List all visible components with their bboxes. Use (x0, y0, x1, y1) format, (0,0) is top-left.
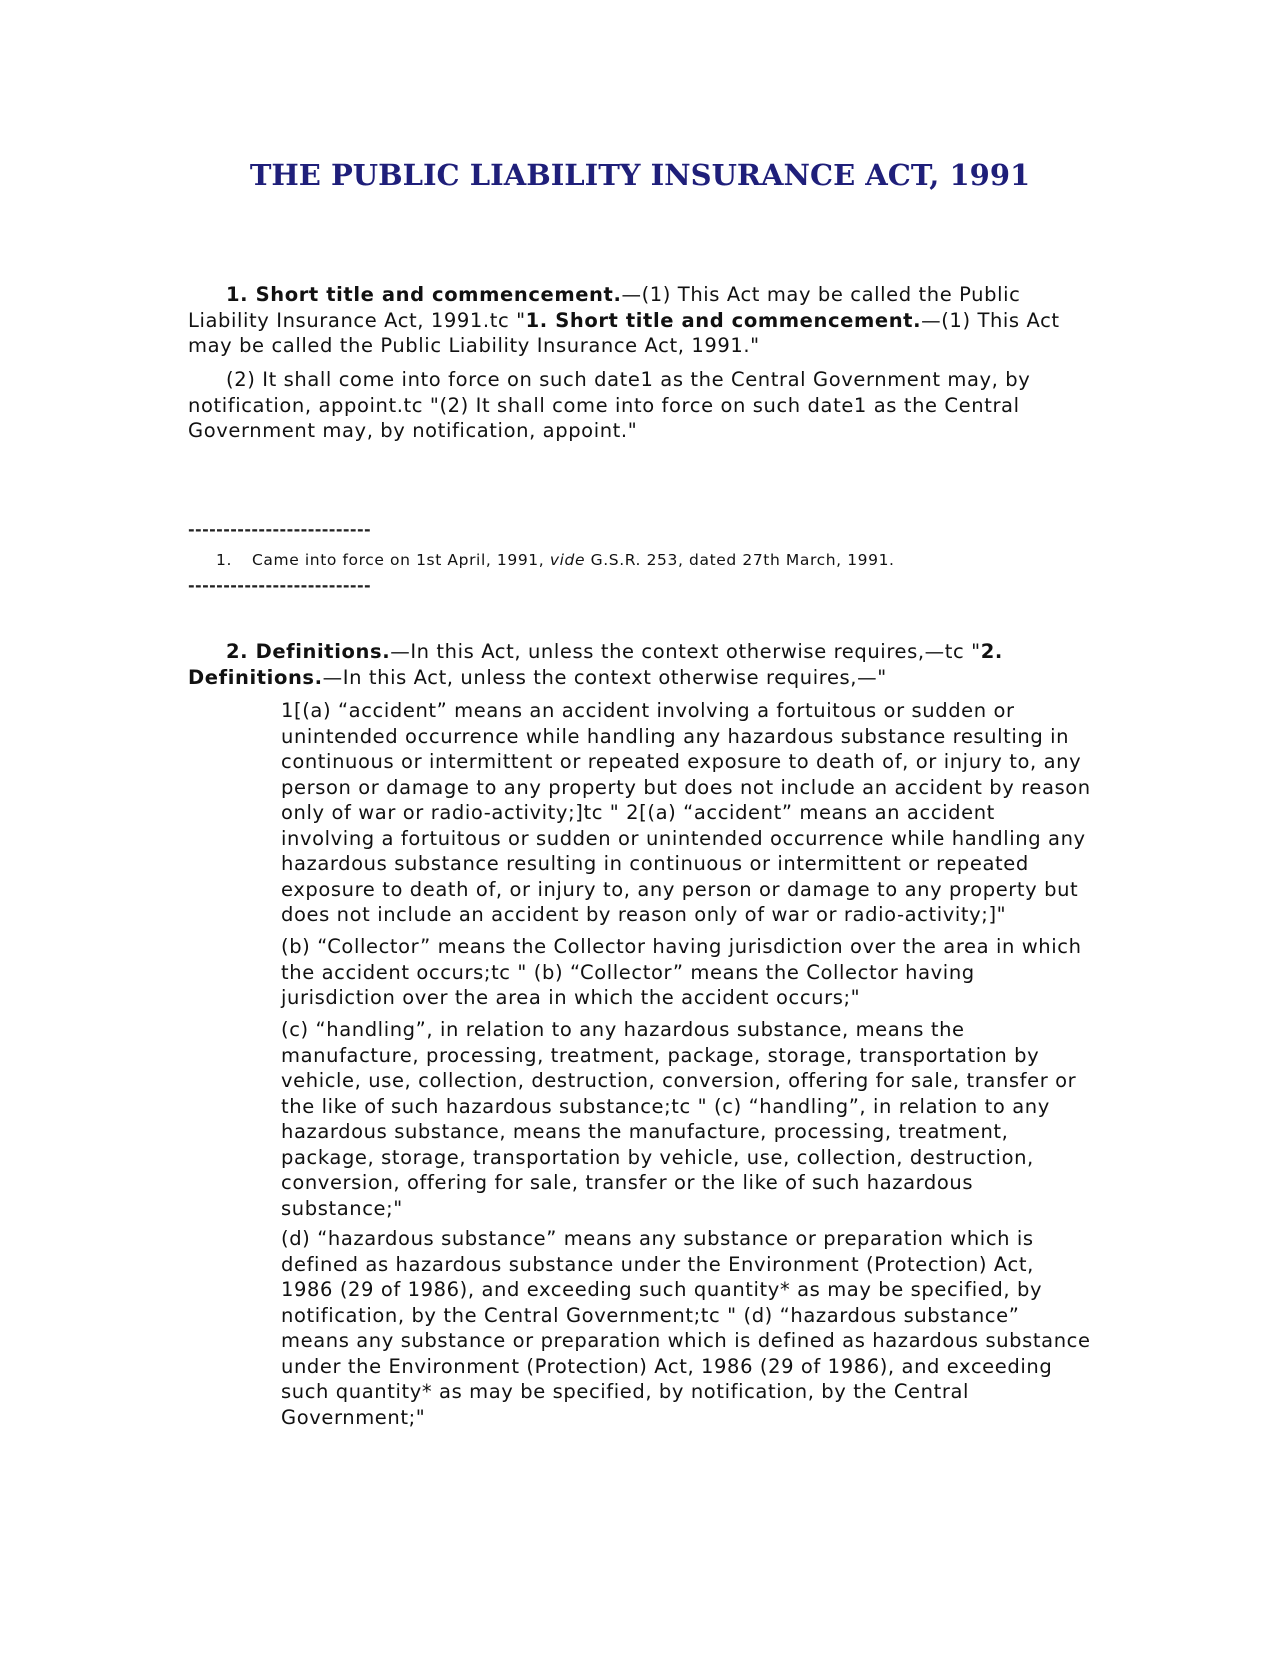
footnote-rule-top: -------------------------- (188, 520, 372, 539)
section-2-intro (188, 639, 1093, 690)
footnote-text-after: G.S.R. 253, dated 27th March, 1991. (585, 551, 895, 569)
footnote-rule-bottom: -------------------------- (188, 576, 372, 595)
document-title: THE PUBLIC LIABILITY INSURANCE ACT, 1991 (249, 158, 1031, 192)
section-1-heading: 1. Short title and commencement. (226, 283, 622, 306)
footnote-number: 1. (216, 551, 232, 569)
clause-b: (b) “Collector” means the Collector having jurisdiction over the area in which the accident occurs;tc " (b) “Collector” means the Collector having jurisdiction over the area in which the accident occurs;" (281, 935, 1082, 1009)
section-1-paragraph-2 (188, 367, 1093, 444)
clause-a: 1[(a) “accident” means an accident involving a fortuitous or sudden or unintended occurrence while handling any hazardous substance resulting in continuous or intermittent or repeated exposure to death of, or injury to, any person or damage to any property but does not include an accident by reason only of war or radio-activity;]tc " 2[(a) “accident” means an accident involving a fortuitous or sudden or unintended occurrence while handling any hazardous substance resulting in continuous or intermittent or repeated exposure to death of, or injury to, any person or damage to any property but does not include an accident by reason only of war or radio-activity;]" (281, 699, 1091, 926)
section-2-repeat-heading: 2. Definitions. (188, 640, 1003, 689)
section-2-heading: 2. Definitions. (226, 640, 391, 663)
section-1-repeat-text: —(1) This Act may be called the Public Liability Insurance Act, 1991." (188, 308, 1060, 357)
section-1-repeat-heading: 1. Short title and commencement. (525, 308, 922, 332)
section-1-text: —(1) This Act may be called the Public Liability Insurance Act, 1991.tc " (188, 283, 1021, 332)
section-1-paragraph-1 (188, 282, 1093, 359)
clause-c: (c) “handling”, in relation to any hazardous substance, means the manufacture, processing, treatment, package, storage, transportation by vehicle, use, collection, destruction, conversion, offering for sale, transfer or the like of such hazardous substance;tc " (c) “handling”, in relation to any hazardous substance, means the manufacture, processing, treatment, package, storage, transportation by vehicle, use, collection, destruction, conversion, offering for sale, transfer or the like of such hazardous substance;" (281, 1018, 1077, 1220)
footnote (216, 551, 895, 569)
footnote-text-before: Came into force on 1st April, 1991, (252, 551, 550, 569)
section-2-text: —In this Act, unless the context otherwise requires,—tc " (390, 640, 981, 663)
section-1-subsection-2: (2) It shall come into force on such date1 as the Central Government may, by notification, appoint.tc "(2) It shall come into force on such date1 as the Central Government may, by notification, appoint." (188, 368, 1031, 442)
section-2-repeat-text: —In this Act, unless the context otherwise requires,—" (322, 665, 887, 689)
clause-d: (d) “hazardous substance” means any substance or preparation which is defined as hazardous substance under the Environment (Protection) Act, 1986 (29 of 1986), and exceeding such quantity* as may be specified, by notification, by the Central Government;tc " (d) “hazardous substance” means any substance or preparation which is defined as hazardous substance under the Environment (Protection) Act, 1986 (29 of 1986), and exceeding such quantity* as may be specified, by notification, by the Central Government;" (281, 1227, 1091, 1429)
footnote-italic: vide (549, 551, 586, 569)
